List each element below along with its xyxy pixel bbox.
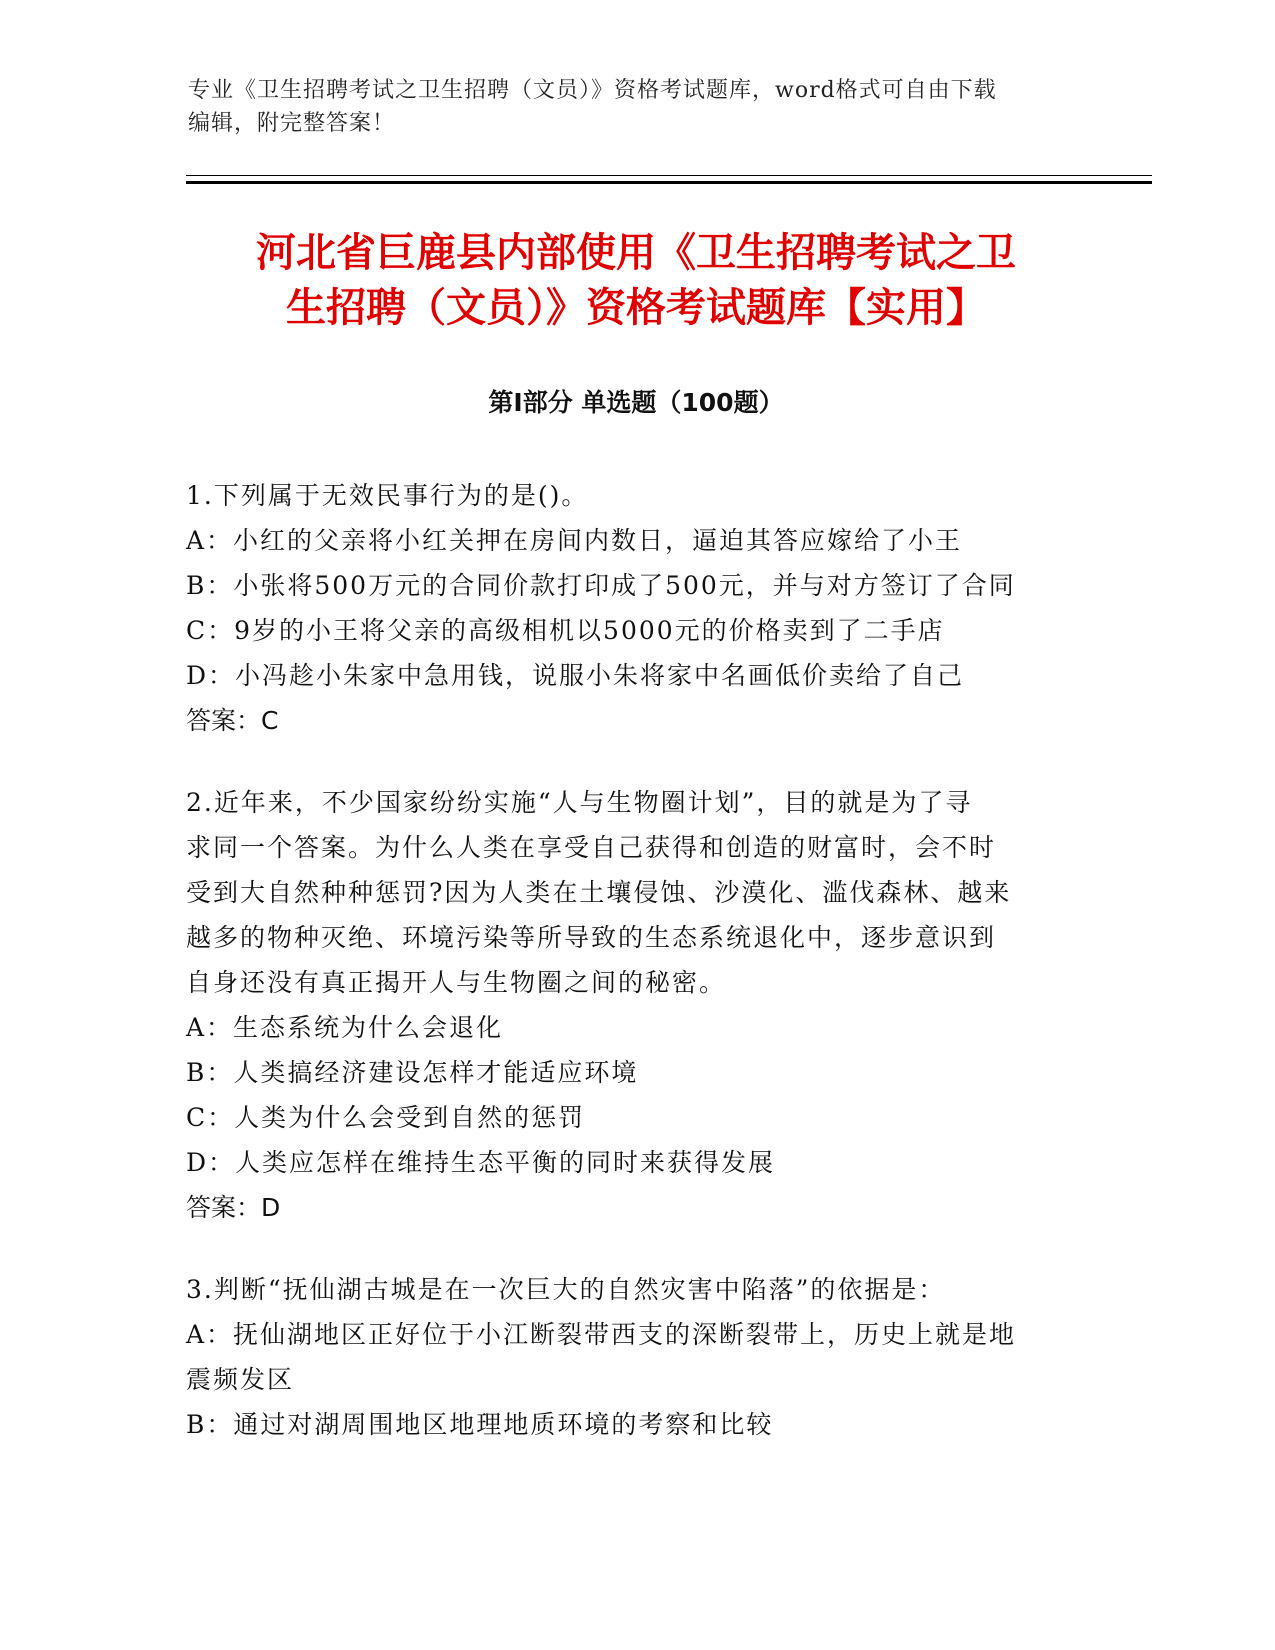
answer-option: D：小冯趁小朱家中急用钱，说服小朱将家中名画低价卖给了自己 — [186, 661, 965, 690]
question-block — [186, 780, 1086, 1230]
answer-key: 答案：D — [186, 1193, 281, 1222]
question-list — [186, 473, 1086, 1484]
question-block — [186, 473, 1086, 743]
answer-option: B：小张将500万元的合同价款打印成了500元，并与对方签订了合同 — [186, 571, 1016, 600]
header-divider-thin — [186, 175, 1152, 176]
answer-option: A：生态系统为什么会退化 — [186, 1013, 504, 1042]
header-line: 编辑，附完整答案！ — [188, 111, 396, 136]
question-stem: 2.近年来，不少国家纷纷实施“人与生物圈计划”，目的就是为了寻 — [186, 788, 973, 817]
answer-option: B：通过对湖周围地区地理地质环境的考察和比较 — [186, 1410, 774, 1439]
question-stem: 越多的物种灭绝、环境污染等所导致的生态系统退化中，逐步意识到 — [186, 923, 997, 952]
answer-option: 震频发区 — [186, 1365, 295, 1394]
question-stem: 受到大自然种种惩罚?因为人类在土壤侵蚀、沙漠化、滥伐森林、越来 — [186, 878, 1012, 907]
answer-option: C：9岁的小王将父亲的高级相机以5000元的价格卖到了二手店 — [186, 616, 945, 645]
answer-option: D：人类应怎样在维持生态平衡的同时来获得发展 — [186, 1148, 776, 1177]
section-title: 第Ⅰ部分 单选题（100题） — [488, 388, 784, 417]
question-stem: 3.判断“抚仙湖古城是在一次巨大的自然灾害中陷落”的依据是： — [186, 1275, 946, 1304]
answer-option: A：抚仙湖地区正好位于小江断裂带西支的深断裂带上，历史上就是地 — [186, 1320, 1017, 1349]
document-title — [186, 226, 1086, 336]
answer-option: A：小红的父亲将小红关押在房间内数日，逼迫其答应嫁给了小王 — [186, 526, 963, 555]
answer-option: B：人类搞经济建设怎样才能适应环境 — [186, 1058, 639, 1087]
header-note — [188, 74, 1068, 140]
question-stem: 求同一个答案。为什么人类在享受自己获得和创造的财富时，会不时 — [186, 833, 997, 862]
answer-key: 答案：C — [186, 706, 279, 735]
title-line: 生招聘（文员）》资格考试题库【实用】 — [286, 285, 986, 331]
title-line: 河北省巨鹿县内部使用《卫生招聘考试之卫 — [256, 230, 1016, 276]
question-stem: 1.下列属于无效民事行为的是()。 — [186, 481, 589, 510]
question-stem: 自身还没有真正揭开人与生物圈之间的秘密。 — [186, 968, 727, 997]
header-divider-thick — [186, 181, 1152, 184]
question-block — [186, 1267, 1086, 1447]
header-line: 专业《卫生招聘考试之卫生招聘（文员）》资格考试题库，word格式可自由下载 — [188, 78, 997, 103]
answer-option: C：人类为什么会受到自然的惩罚 — [186, 1103, 586, 1132]
